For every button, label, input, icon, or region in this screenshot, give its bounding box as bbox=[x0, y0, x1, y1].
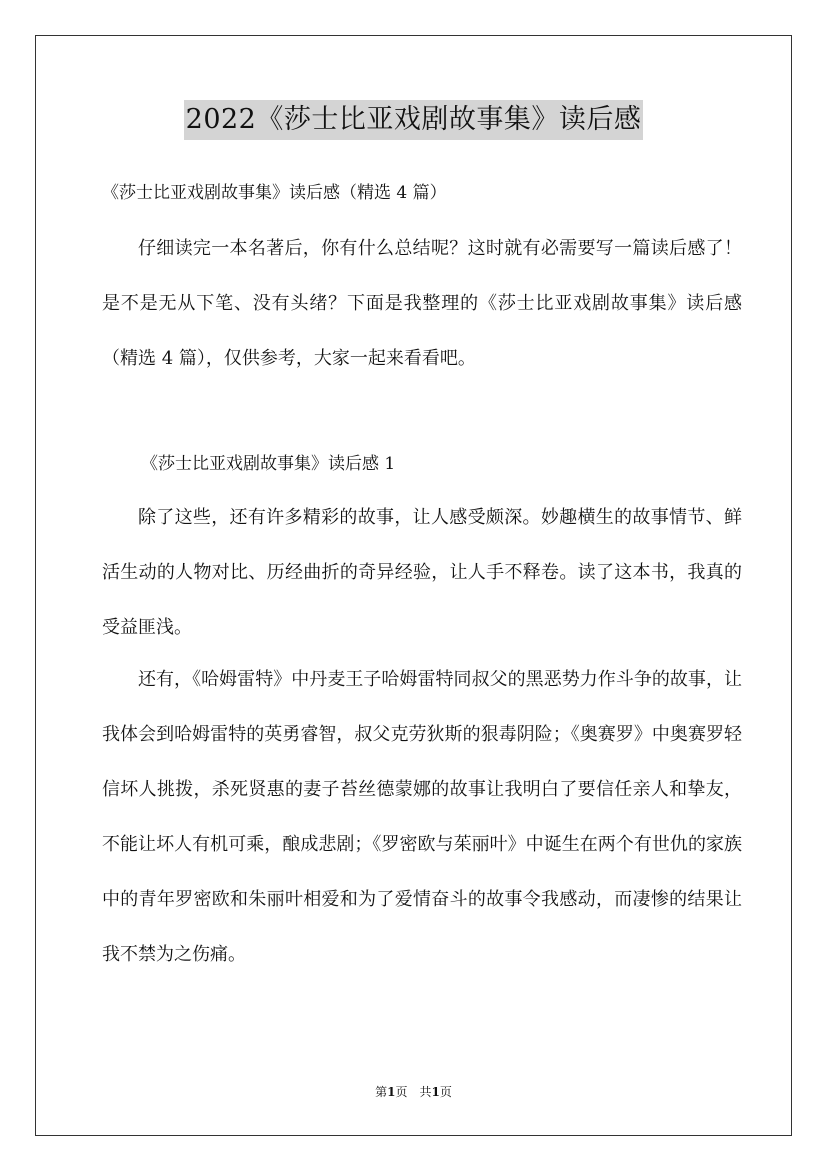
body-paragraph: 还有，《哈姆雷特》中丹麦王子哈姆雷特同叔父的黑恶势力作斗争的故事，让我体会到哈姆雷特的英勇睿智，叔父克劳狄斯的狠毒阴险；《奥赛罗》中奥赛罗轻信坏人挑拨，杀死贤惠的妻子苔丝德蒙娜的故事让我明白了要信任亲人和挚友，不能让坏人有机可乘，酿成悲剧；《罗密欧与茱丽叶》中诞生在两个有世仇的家族中的青年罗密欧和朱丽叶相爱和为了爱情奋斗的故事令我感动，而凄惨的结果让我不禁为之伤痛。 bbox=[102, 669, 742, 965]
footer-page-number: 1 bbox=[387, 1085, 396, 1099]
page-footer bbox=[0, 1083, 827, 1101]
title-container bbox=[0, 100, 827, 140]
document-subtitle: 《莎士比亚戏剧故事集》读后感（精选 4 篇） bbox=[102, 183, 447, 203]
footer-page-prefix: 第 bbox=[375, 1085, 388, 1099]
section-heading: 《莎士比亚戏剧故事集》读后感 1 bbox=[141, 454, 396, 474]
footer-page-suffix: 页 共 bbox=[395, 1085, 432, 1099]
body-paragraph: 除了这些，还有许多精彩的故事，让人感受颇深。妙趣横生的故事情节、鲜活生动的人物对比、历经曲折的奇异经验，让人手不释卷。读了这本书，我真的受益匪浅。 bbox=[102, 507, 742, 638]
intro-paragraph: 仔细读完一本名著后，你有什么总结呢？这时就有必需要写一篇读后感了！是不是无从下笔、没有头绪？下面是我整理的《莎士比亚戏剧故事集》读后感（精选 4 篇），仅供参考，大家一起来看看吧。 bbox=[102, 238, 742, 369]
document-title: 2022《莎士比亚戏剧故事集》读后感 bbox=[184, 100, 644, 140]
footer-total-pages: 1 bbox=[431, 1085, 440, 1099]
footer-total-suffix: 页 bbox=[439, 1085, 452, 1099]
